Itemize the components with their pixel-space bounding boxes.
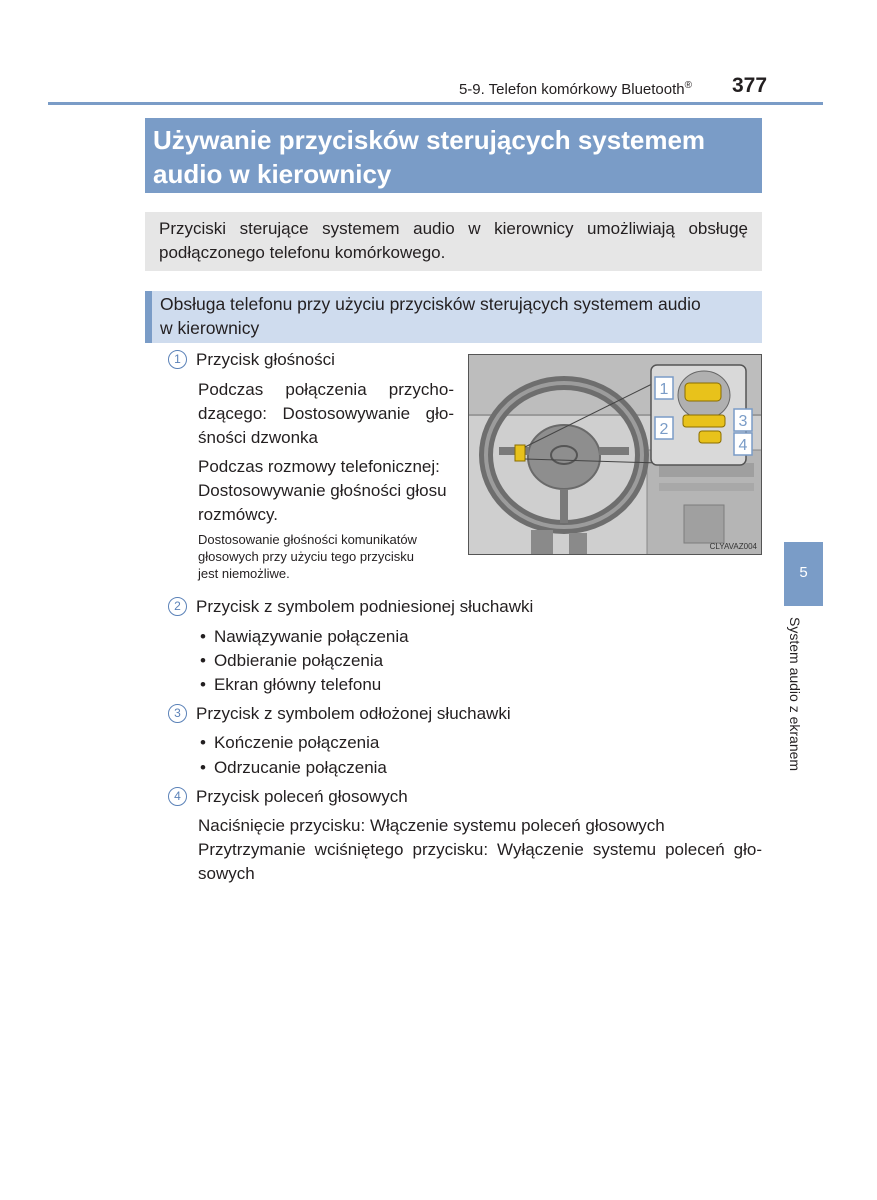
callout-number-1: 1 [168, 350, 187, 369]
text-line: Podczas rozmowy telefonicznej: [198, 457, 440, 476]
bullet-text: Odrzucanie połączenia [213, 758, 387, 777]
intro-line-2: podłączonego telefonu komórkowego. [159, 243, 446, 262]
title-line-1: Używanie przycisków sterujących systemem [153, 125, 706, 155]
bullet-text: Ekran główny telefonu [213, 675, 382, 694]
section-line-1: Obsługa telefonu przy użyciu przycisków sterujących systemem audio [160, 294, 701, 314]
bullet-text: Kończenie połączenia [213, 733, 380, 752]
figure-callout-1: 1 [659, 381, 669, 398]
steering-wheel-illustration [468, 354, 762, 555]
item-4 [168, 785, 408, 809]
text-line: dzącego: Dostosowywanie gło- [198, 404, 454, 423]
callout-number-2: 2 [168, 597, 187, 616]
note-line: jest niemożliwe. [198, 566, 290, 581]
section-heading [145, 291, 762, 343]
bullet-text: Nawiązywanie połączenia [213, 627, 409, 646]
text-line: sowych [198, 864, 255, 883]
section-line-2: w kierownicy [160, 318, 260, 338]
callout-number-3: 3 [168, 704, 187, 723]
text-line: Przytrzymanie wciśniętego przycisku: Wyłączenie systemu poleceń gło- [198, 840, 762, 859]
header-rule [48, 102, 823, 105]
intro-box [145, 212, 762, 271]
item-3-label: Przycisk z symbolem odłożonej słuchawki [196, 704, 511, 723]
chapter-number: 5 [799, 564, 808, 581]
callout-number-4: 4 [168, 787, 187, 806]
chapter-title: System audio z ekranem [787, 617, 803, 772]
figure-callout-4: 4 [738, 437, 748, 454]
running-header [459, 80, 692, 98]
item-2 [168, 595, 533, 619]
note-line: głosowych przy użyciu tego przycisku [198, 549, 415, 564]
chapter-tab [784, 542, 823, 606]
figure-callout-3: 3 [738, 413, 748, 430]
text-line: rozmówcy. [198, 505, 278, 524]
text-line: Podczas połączenia przycho- [198, 380, 454, 399]
page-number: 377 [732, 74, 768, 97]
steering-wheel-drawing [469, 355, 762, 555]
text-line: Naciśnięcie przycisku: Włączenie systemu poleceń głosowych [198, 816, 665, 835]
list-item: • Odbieranie połączenia [200, 651, 384, 670]
item-1 [168, 348, 335, 372]
list-item: • Nawiązywanie połączenia [200, 627, 409, 646]
intro-line-1: Przyciski sterujące systemem audio w kierownicy umożliwiają obsługę [159, 219, 748, 238]
list-item: • Kończenie połączenia [200, 733, 380, 752]
text-line: Dostosowywanie głośności głosu [198, 481, 447, 500]
page-title [145, 118, 762, 193]
item-4-paragraph [198, 814, 762, 886]
list-item: • Ekran główny telefonu [200, 675, 382, 694]
bullet-text: Odbieranie połączenia [213, 651, 384, 670]
registered-mark: ® [684, 80, 692, 91]
item-3 [168, 702, 511, 726]
title-line-2: audio w kierownicy [153, 159, 392, 189]
item-1-label: Przycisk głośności [196, 350, 335, 369]
item-1-note [198, 531, 458, 582]
figure-callout-2: 2 [659, 421, 669, 438]
item-1-paragraph-2 [198, 455, 447, 527]
list-item: • Odrzucanie połączenia [200, 758, 387, 777]
text-line: śności dzwonka [198, 428, 319, 447]
section-title: 5-9. Telefon komórkowy Bluetooth [458, 81, 685, 98]
note-line: Dostosowanie głośności komunikatów [198, 532, 417, 547]
item-4-label: Przycisk poleceń głosowych [196, 787, 408, 806]
item-1-paragraph-1 [198, 378, 454, 450]
figure-code: CLYAVAZ004 [709, 542, 757, 551]
item-2-label: Przycisk z symbolem podniesionej słuchawki [196, 597, 534, 616]
